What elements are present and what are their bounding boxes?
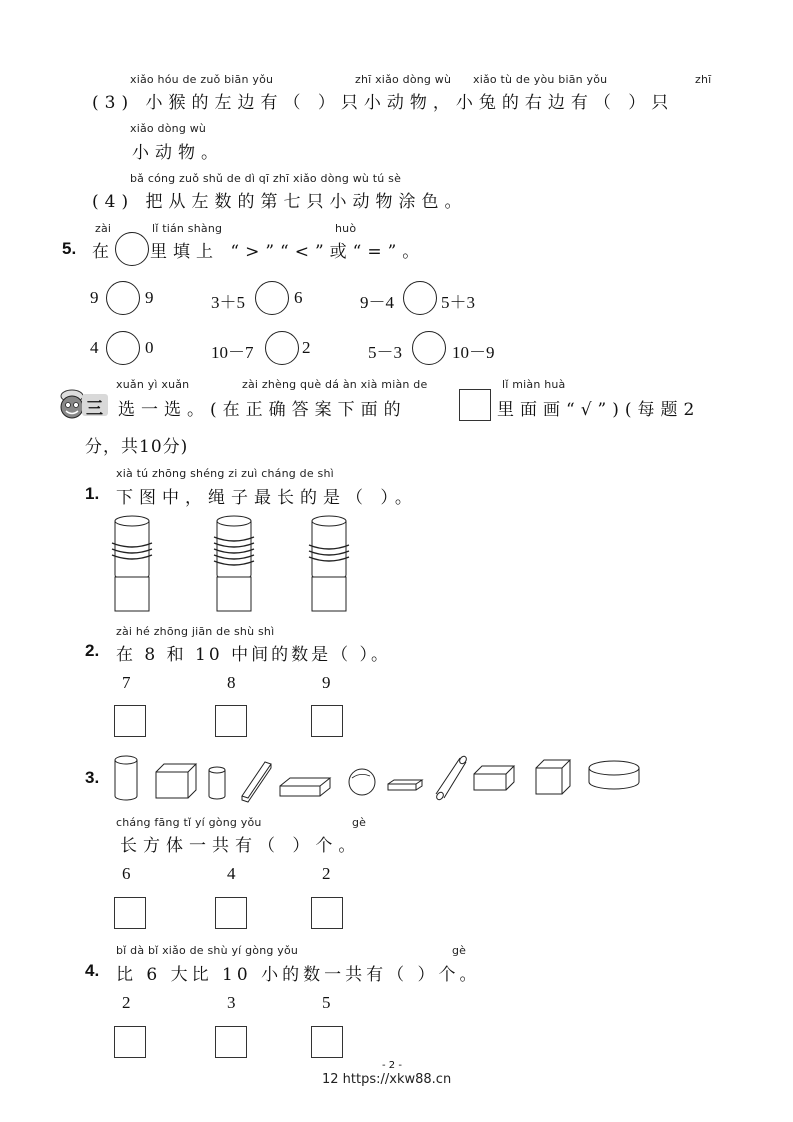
- answer-box[interactable]: [215, 897, 247, 929]
- answer-box[interactable]: [215, 1026, 247, 1058]
- page-number: - 2 -: [382, 1060, 402, 1071]
- section-title: 选一选。(在正确答案下面的: [118, 400, 407, 420]
- pinyin-line: bǎ cóng zuǒ shǔ de dì qī zhī xiǎo dòng wù tú sè: [130, 172, 402, 185]
- answer-box[interactable]: [114, 705, 146, 737]
- question-3-sel-text: 长方体一共有（ ）个。: [120, 836, 362, 856]
- pinyin-line: xiǎo hóu de zuǒ biān yǒu: [130, 73, 274, 86]
- pinyin-line: lǐ miàn huà: [502, 378, 566, 391]
- question-number: 1.: [85, 484, 100, 503]
- question-1-text: 下图中，绳子最长的是（ ）。: [116, 488, 418, 508]
- option-label: 2: [322, 864, 331, 883]
- question-number: 5.: [62, 239, 77, 258]
- question-number: 4.: [85, 961, 100, 980]
- compare-right: 5＋3: [441, 293, 475, 312]
- rope-cylinder-c-icon: [307, 515, 357, 615]
- pinyin-line: zài: [95, 222, 112, 235]
- pinyin-line: zài hé zhōng jiān de shù shì: [116, 625, 275, 638]
- compare-circle[interactable]: [265, 331, 299, 365]
- answer-box[interactable]: [311, 705, 343, 737]
- option-label: 3: [227, 993, 236, 1012]
- rope-cylinder-b-icon: [212, 515, 262, 615]
- option-label: 4: [227, 864, 236, 883]
- compare-circle[interactable]: [255, 281, 289, 315]
- question-4-text: (4) 把从左数的第七只小动物涂色。: [92, 192, 468, 212]
- compare-circle-inline: [115, 232, 149, 266]
- compare-right: 0: [145, 338, 154, 357]
- source-watermark: 12 https://xkw88.cn: [322, 1072, 452, 1087]
- compare-left: 4: [90, 338, 99, 357]
- compare-right: 6: [294, 288, 303, 307]
- compare-circle[interactable]: [106, 281, 140, 315]
- answer-box[interactable]: [215, 705, 247, 737]
- option-label: 6: [122, 864, 131, 883]
- pinyin-line: xiǎo dòng wù: [130, 122, 207, 135]
- solid-shapes-icon: [110, 750, 670, 805]
- answer-box[interactable]: [114, 897, 146, 929]
- pinyin-line: gè: [352, 816, 367, 829]
- compare-right: 9: [145, 288, 154, 307]
- compare-left: 3＋5: [211, 293, 245, 312]
- pinyin-line: xiǎo tù de yòu biān yǒu: [473, 73, 608, 86]
- pinyin-line: xuǎn yì xuǎn: [116, 378, 190, 391]
- compare-left: 10－7: [211, 343, 254, 362]
- option-label: 9: [322, 673, 331, 692]
- pinyin-line: cháng fāng tǐ yí gòng yǒu: [116, 816, 262, 829]
- compare-left: 5－3: [368, 343, 402, 362]
- pinyin-line: zài zhèng què dá àn xià miàn de: [242, 378, 428, 391]
- pinyin-line: zhī xiǎo dòng wù: [355, 73, 452, 86]
- option-label: 8: [227, 673, 236, 692]
- rope-cylinder-a-icon: [110, 515, 160, 615]
- compare-right: 10－9: [452, 343, 495, 362]
- compare-right: 2: [302, 338, 311, 357]
- compare-circle[interactable]: [403, 281, 437, 315]
- option-label: 2: [122, 993, 131, 1012]
- question-4-sel-text: 比 6 大比 10 小的数一共有（ ）个。: [116, 965, 481, 985]
- compare-left: 9－4: [360, 293, 394, 312]
- option-label: 5: [322, 993, 331, 1012]
- answer-box[interactable]: [114, 1026, 146, 1058]
- question-5-text: 里填上 “>”“<”或“=”。: [150, 242, 426, 262]
- question-number: 3.: [85, 768, 100, 787]
- answer-box[interactable]: [311, 897, 343, 929]
- compare-circle[interactable]: [106, 331, 140, 365]
- question-5-text: 在: [92, 242, 115, 262]
- pinyin-line: xià tú zhōng shéng zi zuì cháng de shì: [116, 467, 334, 480]
- compare-left: 9: [90, 288, 99, 307]
- pinyin-line: huò: [335, 222, 357, 235]
- question-number: 2.: [85, 641, 100, 660]
- option-label: 7: [122, 673, 131, 692]
- pinyin-line: gè: [452, 944, 467, 957]
- pinyin-line: lǐ tián shàng: [152, 222, 223, 235]
- question-2-text: 在 8 和 10 中间的数是（ ）。: [116, 645, 391, 665]
- question-3-text: (3) 小猴的左边有（ ）只小动物，小兔的右边有（ ）只: [92, 93, 675, 113]
- answer-box-example: [459, 389, 491, 421]
- pinyin-line: zhī: [695, 73, 712, 86]
- question-3-text-cont: 小动物。: [132, 143, 224, 163]
- section-title: 里面画“√”)(每题2: [497, 400, 701, 420]
- compare-circle[interactable]: [412, 331, 446, 365]
- section-badge: 三: [86, 399, 103, 419]
- section-title-cont: 分，共10分): [85, 437, 189, 457]
- answer-box[interactable]: [311, 1026, 343, 1058]
- pinyin-line: bǐ dà bǐ xiǎo de shù yí gòng yǒu: [116, 944, 299, 957]
